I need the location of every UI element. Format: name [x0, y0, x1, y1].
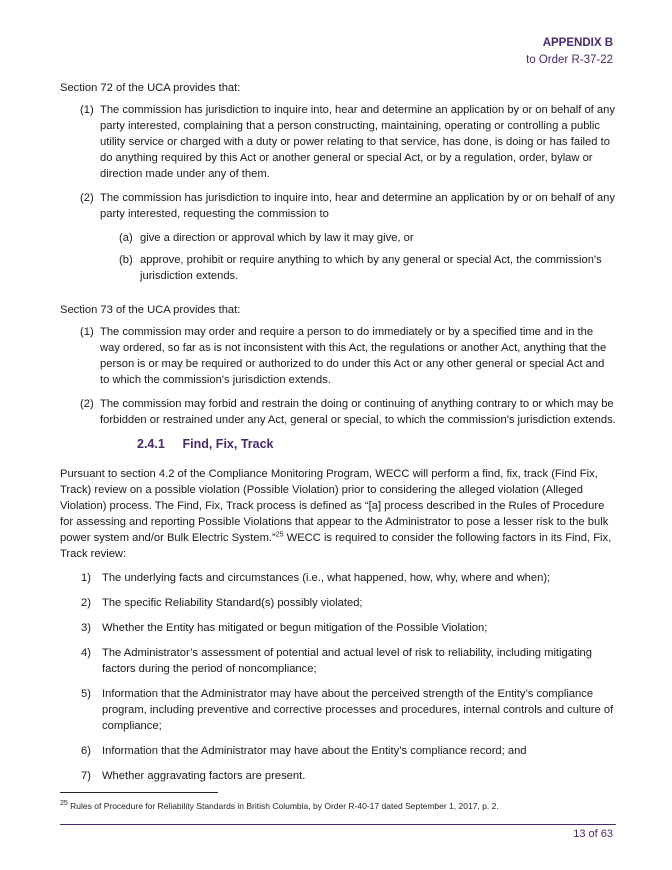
spacer — [60, 290, 616, 302]
section72-subitem-b — [60, 252, 616, 284]
subitem-letter: (a) — [119, 232, 133, 244]
subitem-text: approve, prohibit or require anything to which by any general or special Act, the commission's jurisdiction extends. — [140, 254, 602, 282]
section72-item-2 — [60, 190, 616, 222]
item-number: (2) — [80, 398, 94, 410]
section72-item-1 — [60, 102, 616, 182]
appendix-label: APPENDIX B — [542, 37, 613, 49]
page-header — [526, 35, 613, 69]
item-number: (1) — [80, 104, 94, 116]
item-text: The commission has jurisdiction to inquire into, hear and determine an application by or on behalf of any party interested, complaining that a person constructing, maintaining, operating or controlling a public utility service or charged with a duty or power relating to that service, has done, is doing or has failed to do anything required by this Act or another general or special Act, or by a regulation, order, bylaw or direction made under any of them. — [100, 104, 615, 180]
paragraph-text-continued: WECC is required to consider the following factors in its Find, Fix, Track review: — [60, 532, 612, 560]
item-number: 2) — [81, 597, 91, 609]
footnote-reference[interactable]: 25 — [275, 531, 284, 539]
subitem-letter: (b) — [119, 254, 133, 266]
body-paragraph — [60, 466, 616, 562]
order-reference: to Order R-37-22 — [526, 54, 613, 66]
section-heading — [137, 436, 616, 452]
item-number: 3) — [81, 622, 91, 634]
section73-intro: Section 73 of the UCA provides that: — [60, 304, 241, 316]
item-text: The commission may forbid and restrain the doing or continuing of anything contrary to or which may be forbidden or restrained under any Act, general or special, to which the commission's jurisdiction extends. — [100, 398, 616, 426]
item-text: The commission may order and require a person to do immediately or by a specified time and in the way ordered, so far as is not inconsistent with this Act, the regulations or another Act, anything that the person is or may be required or authorized to do under this Act or any other general or special Act and to which the commission's jurisdiction extends. — [100, 326, 607, 386]
item-number: 4) — [81, 647, 91, 659]
item-text: Whether aggravating factors are present. — [102, 770, 306, 782]
item-number: 1) — [81, 572, 91, 584]
footnote-text: Rules of Procedure for Reliability Standards in British Columbia, by Order R-40-17 dated September 1, 2017, p. 2. — [67, 801, 499, 811]
subitem-text: give a direction or approval which by law it may give, or — [140, 232, 414, 244]
list-item — [60, 686, 616, 734]
section72-subitem-a — [60, 230, 616, 246]
page-number: 13 of 63 — [573, 828, 613, 840]
item-text: Information that the Administrator may have about the Entity’s compliance record; and — [102, 745, 527, 757]
footnote-divider — [60, 792, 218, 793]
list-item — [60, 743, 616, 759]
item-text: Whether the Entity has mitigated or begun mitigation of the Possible Violation; — [102, 622, 488, 634]
item-text: The underlying facts and circumstances (i.e., what happened, how, why, where and when); — [102, 572, 551, 584]
section73-item-1 — [60, 324, 616, 388]
item-number: 6) — [81, 745, 91, 757]
footnote — [60, 800, 499, 812]
section72-intro: Section 72 of the UCA provides that: — [60, 82, 241, 94]
footnote-number: 25 — [60, 800, 68, 808]
list-item — [60, 570, 616, 586]
item-text: The commission has jurisdiction to inquire into, hear and determine an application by or on behalf of any party interested, requesting the commission to — [100, 192, 615, 220]
heading-number: 2.4.1 — [137, 437, 165, 451]
item-number: (1) — [80, 326, 94, 338]
item-number: (2) — [80, 192, 94, 204]
section73-item-2 — [60, 396, 616, 428]
factors-list — [60, 570, 616, 784]
footer-divider — [60, 824, 616, 825]
item-text: Information that the Administrator may have about the perceived strength of the Entity’s compliance program, including preventive and corrective processes and procedures, internal controls and culture of compliance; — [102, 688, 614, 732]
main-content — [60, 80, 616, 793]
list-item — [60, 620, 616, 636]
list-item — [60, 645, 616, 677]
list-item — [60, 768, 616, 784]
item-text: The Administrator’s assessment of potential and actual level of risk to reliability, including mitigating factors during the period of noncompliance; — [102, 647, 593, 675]
item-number: 5) — [81, 688, 91, 700]
paragraph-text: Pursuant to section 4.2 of the Compliance Monitoring Program, WECC will perform a find, fix, track (Find Fix, Track) review on a possible violation (Possible Violation) prior to considering the alleged violation (Alleged Violation) process. The Find, Fix, Track process is defined as “[a] process described in the Rules of Procedure for assessing and reporting Possible Violations that appear to the Administrator to pose a lesser risk to the bulk power system and/or Bulk Electric System.” — [60, 468, 609, 544]
item-text: The specific Reliability Standard(s) possibly violated; — [102, 597, 363, 609]
list-item — [60, 595, 616, 611]
item-number: 7) — [81, 770, 91, 782]
heading-title: Find, Fix, Track — [182, 437, 274, 451]
